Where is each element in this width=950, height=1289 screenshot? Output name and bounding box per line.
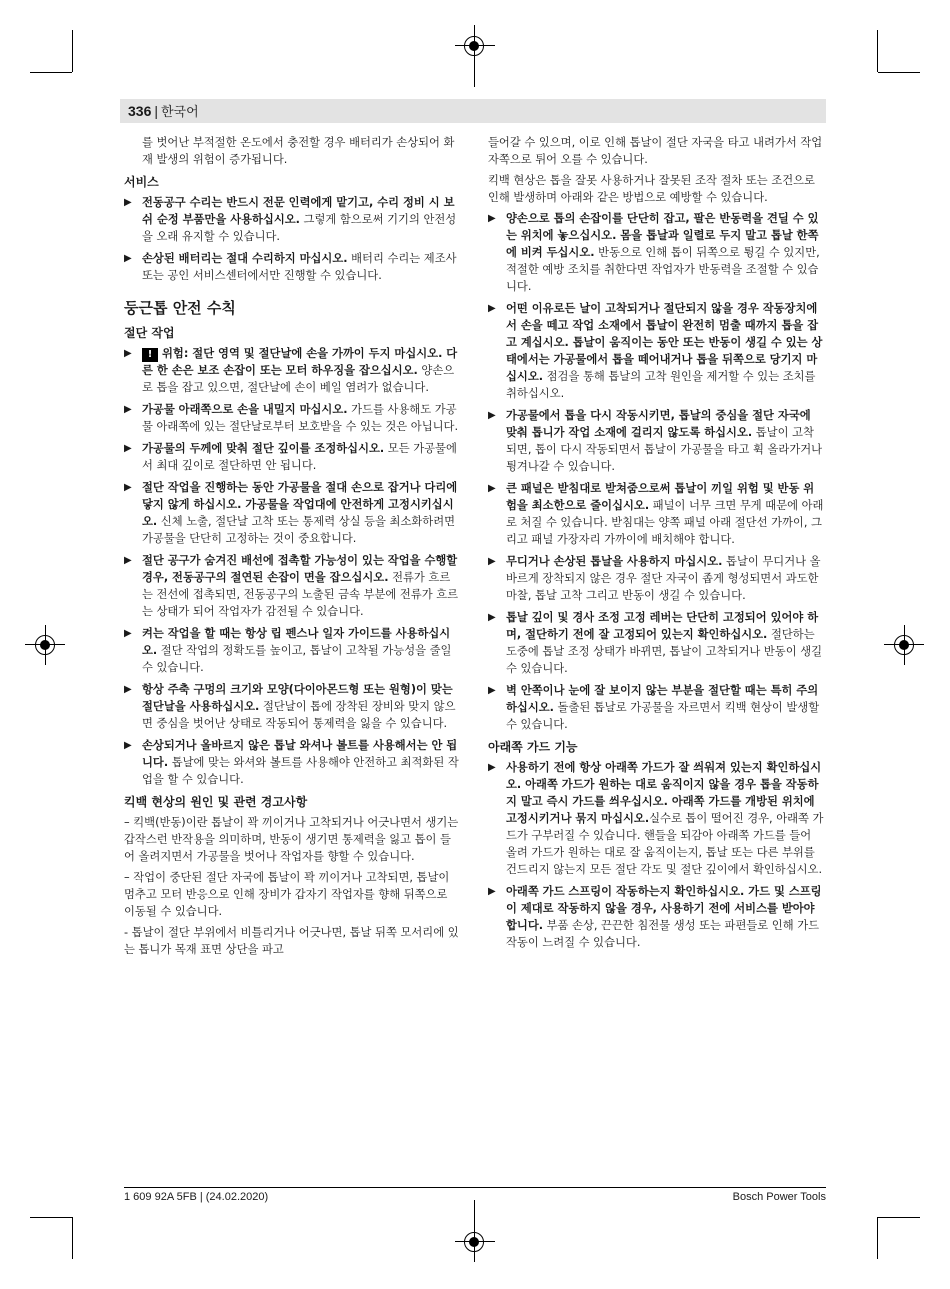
cutting-item: ▶ ! 위험: 절단 영역 및 절단날에 손을 가까이 두지 마십시오. 다른 한 손은 보조 손잡이 또는 모터 하우징을 잡으십시오. 양손으로 톱을 잡고 있으면, 절단날에 손이 베일 염려가 없습니다.: [124, 345, 460, 396]
kickback-item: ▶ 가공물에서 톱을 다시 작동시키면, 톱날의 중심을 절단 자국에 맞춰 톱니가 작업 소재에 걸리지 않도록 하십시오. 톱날이 고착되면, 톱이 다시 작동되면서 톱날이 가공물을 타고 휙 올라가거나 튕겨나갈 수 있습니다.: [488, 407, 824, 475]
right-intro-paragraph: 들어갈 수 있으며, 이로 인해 톱날이 절단 자국을 타고 내려가서 작업자쪽으로 튀어 오를 수 있습니다.: [488, 136, 823, 166]
cutting-item: ▶ 절단 공구가 숨겨진 배선에 접촉할 가능성이 있는 작업을 수행할 경우, 전동공구의 절연된 손잡이 면을 잡으십시오. 전류가 흐르는 전선에 접촉되면, 전동공구의 노출된 금속 부분에 전류가 흐르는 상태가 되어 작업자가 감전될 수 있습니다.: [124, 552, 460, 620]
crop-mark: [72, 1217, 73, 1259]
registration-mark-icon: [464, 1232, 484, 1252]
kickback-paragraph: - 톱날이 절단 부위에서 비틀리거나 어긋나면, 톱날 뒤쪽 모서리에 있는 톱니가 목재 표면 상단을 파고: [124, 926, 459, 956]
kickback-item: ▶ 큰 패널은 받침대로 받쳐줌으로써 톱날이 끼일 위험 및 반동 위험을 최소한으로 줄이십시오. 패널이 너무 크면 무게 때문에 아래로 처질 수 있습니다. 받침대는 양쪽 패널 아래 절단선 가까이, 그리고 패널 가장자리 가까이에 배치해야 합니다.: [488, 480, 824, 548]
crop-mark: [878, 1217, 920, 1218]
warning-triangle-icon: !: [142, 348, 158, 362]
guard-item: ▶ 사용하기 전에 항상 아래쪽 가드가 잘 씌워져 있는지 확인하십시오. 아래쪽 가드가 원하는 대로 움직이지 않을 경우 톱을 작동하지 말고 즉시 가드를 씌우십시오. 아래쪽 가드를 개방된 위치에 고정시키거나 묶지 마십시오.실수로 톱이 떨어진 경우, 아래쪽 가드가 구부러질 수 있습니다. 핸들을 되감아 아래쪽 가드를 들어 올려 가드가 원하는 대로 잘 움직이는지, 톱날 또는 다른 부위를 건드리지 않는지 모든 절단 각도 및 절단 깊이에서 확인하십시오.: [488, 759, 824, 878]
page-header: [128, 101, 199, 120]
crop-mark: [30, 72, 72, 73]
cutting-item: ▶ 항상 주축 구멍의 크기와 모양(다이아몬드형 또는 원형)이 맞는 절단날을 사용하십시오. 절단날이 톱에 장착된 장비와 맞지 않으면 중심을 벗어난 상태로 작동되어 통제력을 잃을 수 있습니다.: [124, 681, 460, 732]
page-footer: [124, 1187, 826, 1203]
kickback-paragraph: – 작업이 중단된 절단 자국에 톱날이 꽉 끼이거나 고착되면, 톱날이 멈추고 모터 반응으로 인해 장비가 갑자기 작업자를 향해 뒤쪽으로 이동될 수 있습니다.: [124, 871, 450, 918]
registration-line: [474, 25, 475, 87]
crop-mark: [877, 30, 878, 72]
service-item: ▶ 손상된 배터리는 절대 수리하지 마십시오. 배터리 수리는 제조사 또는 공인 서비스센터에서만 진행할 수 있습니다.: [124, 250, 460, 284]
right-column: [488, 134, 824, 956]
cutting-item: ▶ 절단 작업을 진행하는 동안 가공물을 절대 손으로 잡거나 다리에 닿지 않게 하십시오. 가공물을 작업대에 안전하게 고정시키십시오. 신체 노출, 절단날 고착 또는 통제력 상실 등을 최소화하려면 가공물을 단단히 고정하는 것이 중요합니다.: [124, 479, 460, 547]
left-column: [124, 134, 460, 962]
footer-brand: Bosch Power Tools: [732, 1191, 826, 1203]
kickback-heading: 킥백 현상의 원인 및 관련 경고사항: [124, 795, 308, 809]
crop-mark: [878, 72, 920, 73]
kickback-item: ▶ 양손으로 톱의 손잡이를 단단히 잡고, 팔은 반동력을 견딜 수 있는 위치에 놓으십시오. 몸을 톱날과 일렬로 두지 말고 톱날 한쪽에 비켜 두십시오. 반동으로 인해 톱이 뒤쪽으로 튕길 수 있지만, 적절한 예방 조치를 취한다면 작업자가 반동력을 조절할 수 있습니다.: [488, 210, 824, 295]
guard-item: ▶ 아래쪽 가드 스프링이 작동하는지 확인하십시오. 가드 및 스프링이 제대로 작동하지 않을 경우, 사용하기 전에 서비스를 받아야 합니다. 부품 손상, 끈끈한 침전물 생성 또는 파편들로 인해 가드 작동이 느려질 수 있습니다.: [488, 883, 824, 951]
footer-doc-id: 1 609 92A 5FB | (24.02.2020): [124, 1191, 269, 1203]
cutting-item: ▶ 가공물의 두께에 맞춰 절단 깊이를 조정하십시오. 모든 가공물에서 최대 깊이로 절단하면 안 됩니다.: [124, 440, 460, 474]
header-band: [120, 99, 826, 123]
kickback-paragraph: – 킥백(반동)이란 톱날이 꽉 끼이거나 고착되거나 어긋나면서 생기는 갑작스런 반작용을 의미하며, 반동이 생기면 통제력을 잃고 톱이 들어 올려지면서 가공물을 벗어나 작업자를 향할 수 있습니다.: [124, 816, 459, 863]
kickback-item: ▶ 무디거나 손상된 톱날을 사용하지 마십시오. 톱날이 무디거나 올바르게 장착되지 않은 경우 절단 자국이 좁게 형성되면서 과도한 마찰, 톱날 고착 그리고 반동이 생길 수 있습니다.: [488, 553, 824, 604]
guard-heading: 아래쪽 가드 기능: [488, 740, 578, 754]
registration-mark-icon: [35, 635, 55, 655]
kickback-item: ▶ 어떤 이유로든 날이 고착되거나 절단되지 않을 경우 작동장치에서 손을 떼고 작업 소재에서 톱날이 완전히 멈출 때까지 톱을 잡고 계십시오. 톱날이 움직이는 동안 또는 반동이 생길 수 있는 상태에서는 가공물에서 톱을 떼어내거나 톱을 뒤쪽으로 당기지 마십시오. 점검을 통해 톱날의 고착 원인을 제거할 수 있는 조치를 취하십시오.: [488, 300, 824, 402]
intro-paragraph: 를 벗어난 부적절한 온도에서 충전할 경우 배터리가 손상되어 화재 발생의 위험이 증가됩니다.: [142, 136, 455, 166]
service-item: ▶ 전동공구 수리는 반드시 전문 인력에게 맡기고, 수리 정비 시 보쉬 순정 부품만을 사용하십시오. 그렇게 함으로써 기기의 안전성을 오래 유지할 수 있습니다.: [124, 194, 460, 245]
cutting-item: ▶ 손상되거나 올바르지 않은 톱날 와셔나 볼트를 사용해서는 안 됩니다. 톱날에 맞는 와셔와 볼트를 사용해야 안전하고 최적화된 작업을 할 수 있습니다.: [124, 737, 460, 788]
cutting-item: ▶ 켜는 작업을 할 때는 항상 립 펜스나 일자 가이드를 사용하십시오. 절단 작업의 정확도를 높이고, 톱날이 고착될 가능성을 줄일 수 있습니다.: [124, 625, 460, 676]
service-heading: 서비스: [124, 175, 159, 189]
registration-mark-icon: [894, 635, 914, 655]
registration-mark-icon: [464, 36, 484, 56]
page-number: 336: [128, 103, 152, 119]
section-title: 둥근톱 안전 수칙: [124, 299, 236, 317]
crop-mark: [30, 1217, 72, 1218]
right-intro-paragraph-2: 킥백 현상은 톱을 잘못 사용하거나 잘못된 조작 절차 또는 조건으로 인해 발생하며 아래와 같은 방법으로 예방할 수 있습니다.: [488, 174, 815, 204]
registration-line: [474, 1200, 475, 1262]
cutting-item: ▶ 가공물 아래쪽으로 손을 내밀지 마십시오. 가드를 사용해도 가공물 아래쪽에 있는 절단날로부터 보호받을 수 있는 것은 아닙니다.: [124, 401, 460, 435]
header-divider: |: [154, 103, 158, 119]
kickback-item: ▶ 톱날 깊이 및 경사 조정 고정 레버는 단단히 고정되어 있어야 하며, 절단하기 전에 잘 고정되어 있는지 확인하십시오. 절단하는 도중에 톱날 조정 상태가 바뀌면, 톱날이 고착되거나 반동이 생길 수 있습니다.: [488, 609, 824, 677]
crop-mark: [72, 30, 73, 72]
header-language: 한국어: [161, 105, 199, 120]
cutting-heading: 절단 작업: [124, 326, 175, 340]
kickback-item: ▶ 벽 안쪽이나 눈에 잘 보이지 않는 부분을 절단할 때는 특히 주의하십시오. 돌출된 톱날로 가공물을 자르면서 킥백 현상이 발생할 수 있습니다.: [488, 682, 824, 733]
crop-mark: [877, 1217, 878, 1259]
